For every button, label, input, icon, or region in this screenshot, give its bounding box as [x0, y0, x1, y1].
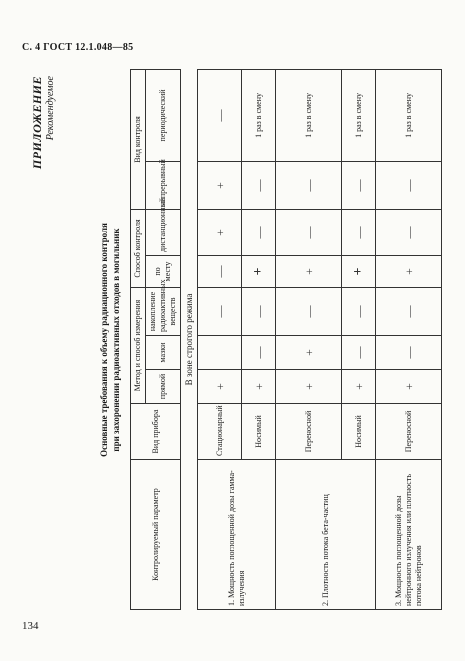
- cell-remote: —: [276, 209, 342, 255]
- col-accum: накопление радиоактивных веществ: [146, 287, 181, 335]
- cell-continuous: —: [376, 161, 442, 209]
- cell-onsite: +: [376, 255, 442, 287]
- cell-direct: +: [198, 370, 242, 404]
- cell-periodic: 1 раз в смену: [342, 69, 376, 161]
- table-title: [98, 70, 122, 610]
- col-control-kind: Вид контроля: [131, 69, 146, 209]
- cell-smear: [198, 336, 242, 370]
- table-title-line: Основные требования к объему радиационного контроля: [99, 223, 109, 457]
- col-remote: дистанционный: [146, 209, 181, 255]
- cell-onsite: —: [198, 255, 242, 287]
- appendix-title: ПРИЛОЖЕНИЕ: [30, 76, 44, 170]
- cell-onsite: +: [342, 255, 376, 287]
- cell-accum: —: [276, 287, 342, 335]
- cell-continuous: —: [342, 161, 376, 209]
- cell-periodic: 1 раз в смену: [242, 69, 276, 161]
- page-header: С. 4 ГОСТ 12.1.048—85: [22, 42, 134, 53]
- col-periodic: периодический: [146, 69, 181, 161]
- cell-smear: +: [276, 336, 342, 370]
- cell-remote: +: [198, 209, 242, 255]
- cell-continuous: —: [242, 161, 276, 209]
- table-row: [198, 69, 242, 609]
- cell-remote: —: [342, 209, 376, 255]
- cell-periodic: 1 раз в смену: [376, 69, 442, 161]
- row-device: Переносной: [276, 404, 342, 460]
- row-device: Носимый: [242, 404, 276, 460]
- cell-periodic: —: [198, 69, 242, 161]
- col-continuous: непрерывный: [146, 161, 181, 209]
- col-onsite: по месту: [146, 255, 181, 287]
- requirements-table: [130, 69, 442, 610]
- appendix-subtitle: Рекомендуемое: [45, 76, 56, 141]
- cell-accum: —: [198, 287, 242, 335]
- cell-accum: —: [242, 287, 276, 335]
- col-device: Вид прибора: [131, 404, 181, 460]
- row-device: Стационарный: [198, 404, 242, 460]
- cell-onsite: +: [242, 255, 276, 287]
- table-row: [276, 69, 342, 609]
- cell-continuous: +: [198, 161, 242, 209]
- row-device: Переносной: [376, 404, 442, 460]
- appendix-label: [30, 76, 56, 169]
- cell-accum: —: [376, 287, 442, 335]
- col-direct: прямой: [146, 370, 181, 404]
- row-param: 1. Мощность поглощенной дозы гамма-излучения: [198, 460, 276, 610]
- col-method: Метод и способ измерения: [131, 287, 146, 403]
- table-title-line: при захоронении радиоактивных отходов в могильник: [111, 228, 121, 452]
- col-smear: мазки: [146, 336, 181, 370]
- row-device: Носимый: [342, 404, 376, 460]
- cell-remote: —: [242, 209, 276, 255]
- row-param: 3. Мощность поглощенной дозы нейтронного излучения или плотность потока нейтронов: [376, 460, 442, 610]
- cell-smear: —: [376, 336, 442, 370]
- cell-accum: —: [342, 287, 376, 335]
- row-param: 2. Плотность потока бета-частиц: [276, 460, 376, 610]
- cell-direct: +: [242, 370, 276, 404]
- cell-smear: —: [342, 336, 376, 370]
- cell-onsite: +: [276, 255, 342, 287]
- cell-direct: +: [342, 370, 376, 404]
- zone-label: В зоне строгого режима: [181, 69, 198, 609]
- table-row: [376, 69, 442, 609]
- rotated-content: [30, 70, 423, 610]
- col-control-way: Способ контроля: [131, 209, 146, 287]
- cell-direct: +: [276, 370, 342, 404]
- col-param: Контролируемый параметр: [131, 460, 181, 610]
- page-number: 134: [22, 620, 39, 632]
- cell-continuous: —: [276, 161, 342, 209]
- cell-remote: —: [376, 209, 442, 255]
- cell-periodic: 1 раз в смену: [276, 69, 342, 161]
- cell-direct: +: [376, 370, 442, 404]
- cell-smear: —: [242, 336, 276, 370]
